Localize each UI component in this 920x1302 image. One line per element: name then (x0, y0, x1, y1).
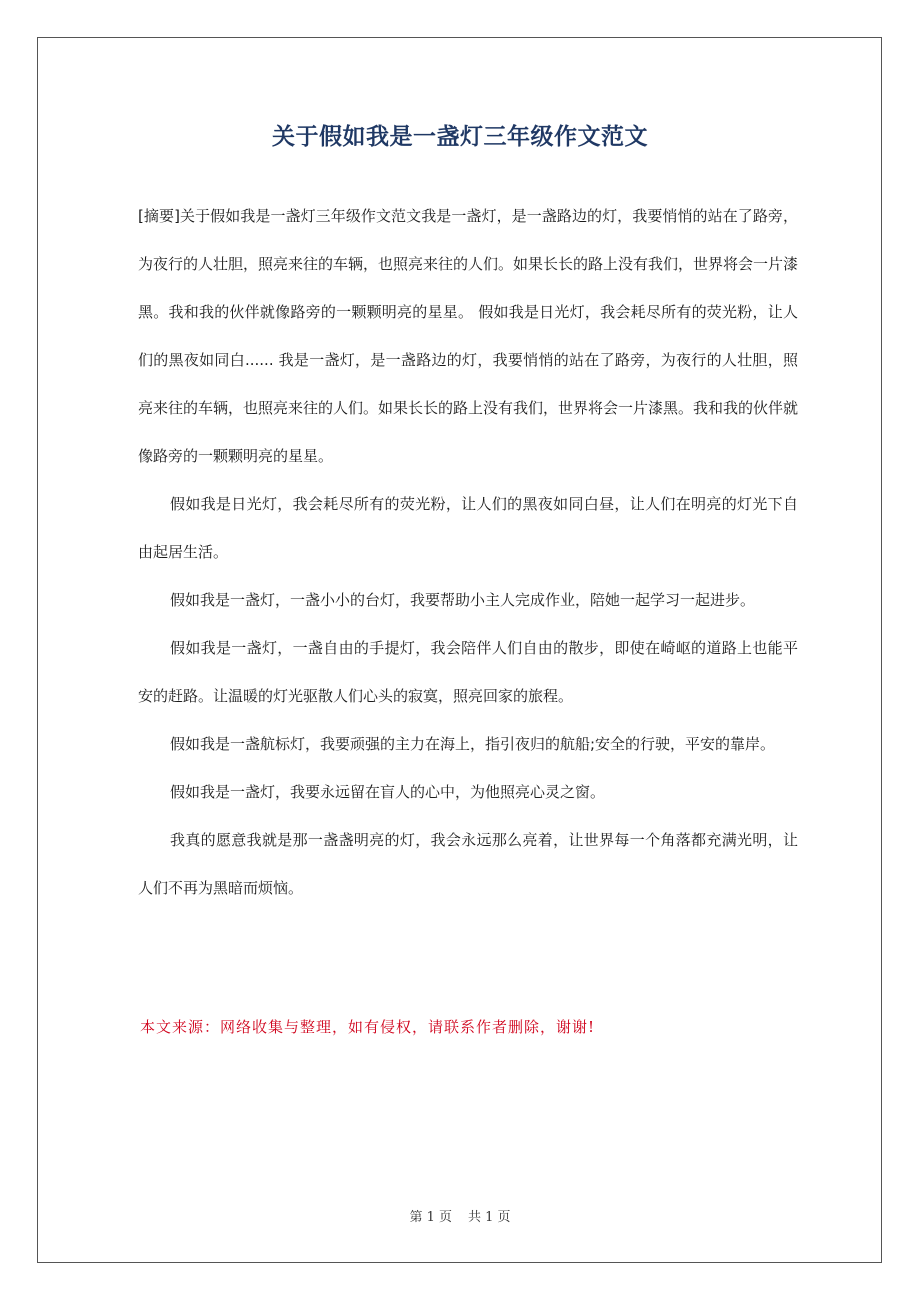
document-body (138, 192, 798, 912)
paragraph-conclusion: 我真的愿意我就是那一盏盏明亮的灯，我会永远那么亮着，让世界每一个角落都充满光明，让人们不再为黑暗而烦恼。 (138, 831, 798, 897)
paragraph-beacon-lamp: 假如我是一盏航标灯，我要顽强的主力在海上，指引夜归的航船;安全的行驶，平安的靠岸。 (170, 735, 776, 753)
paragraph-hand-lamp: 假如我是一盏灯，一盏自由的手提灯，我会陪伴人们自由的散步，即使在崎岖的道路上也能平安的赶路。让温暖的灯光驱散人们心头的寂寞，照亮回家的旅程。 (138, 639, 798, 705)
source-note: 本文来源：网络收集与整理，如有侵权，请联系作者删除，谢谢! (140, 1018, 596, 1036)
paragraph-daylight-lamp: 假如我是日光灯，我会耗尽所有的荧光粉，让人们的黑夜如同白昼，让人们在明亮的灯光下自由起居生活。 (138, 495, 798, 561)
paragraph-desk-lamp: 假如我是一盏灯，一盏小小的台灯，我要帮助小主人完成作业，陪她一起学习一起进步。 (170, 591, 756, 609)
paragraph-abstract: [摘要]关于假如我是一盏灯三年级作文范文我是一盏灯，是一盏路边的灯，我要悄悄的站在了路旁，为夜行的人壮胆，照亮来往的车辆，也照亮来往的人们。如果长长的路上没有我们，世界将会一片漆黑。我和我的伙伴就像路旁的一颗颗明亮的星星。 假如我是日光灯，我会耗尽所有的荧光粉，让人们的黑夜如同白...... 我是一盏灯，是一盏路边的灯，我要悄悄的站在了路旁，为夜行的人壮胆，照亮来往的车辆，也照亮来往的人们。如果长长的路上没有我们，世界将会一片漆黑。我和我的伙伴就像路旁的一颗颗明亮的星星。 (138, 207, 799, 465)
document-title: 关于假如我是一盏灯三年级作文范文 (272, 124, 648, 150)
page-number-current: 第 1 页 (409, 1210, 452, 1225)
page-footer (0, 1206, 920, 1225)
page-number-total: 共 1 页 (468, 1210, 511, 1225)
paragraph-blind-lamp: 假如我是一盏灯，我要永远留在盲人的心中，为他照亮心灵之窗。 (170, 783, 606, 801)
